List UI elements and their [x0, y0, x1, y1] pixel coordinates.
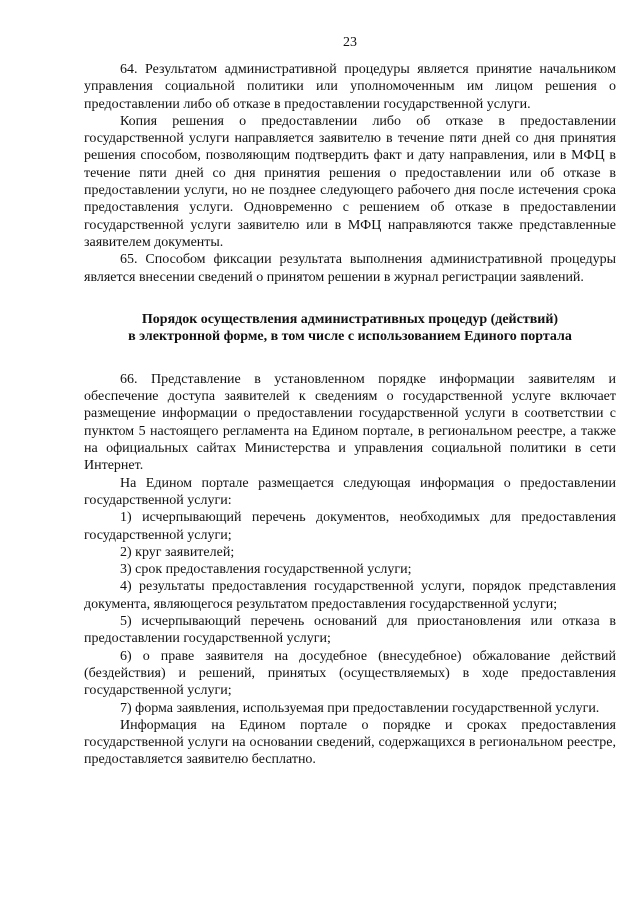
list-item-2: 2) круг заявителей;	[120, 544, 235, 560]
list-item-4: 4) результаты предоставления государственной услуги, порядок представления документа, являющегося результатом предоставления государственной услуги;	[84, 579, 616, 612]
document-page	[84, 34, 616, 769]
paragraph-copy-of-decision: Копия решения о предоставлении либо об отказе в предоставлении государственной услуги направляется заявителю в течение пяти дней со дня принятия решения способом, позволяющим подтвердить факт и дату направления, или в МФЦ в течение пяти дней со дня принятия решения о предоставлении или об отказе в предоставлении услуги, но не позднее следующего рабочего дня после истечения срока предоставления услуги. Одновременно с решением об отказе в предоставлении государственной услуги заявителю или в МФЦ направляются также представленные заявителем документы.	[84, 113, 616, 250]
list-item-5: 5) исчерпывающий перечень оснований для приостановления или отказа в предоставлении государственной услуги;	[84, 614, 616, 647]
paragraph-65: 65. Способом фиксации результата выполнения административной процедуры является внесении сведений о принятом решении в журнал регистрации заявлений.	[84, 252, 616, 285]
section-result-of-procedure	[84, 61, 616, 286]
list-item-3: 3) срок предоставления государственной услуги;	[120, 562, 412, 578]
list-item-7: 7) форма заявления, используемая при предоставлении государственной услуги.	[120, 700, 600, 716]
page-number: 23	[343, 35, 357, 50]
paragraph-66: 66. Представление в установленном порядке информации заявителям и обеспечение доступа заявителей к сведениям о государственной услуге включает размещение информации о предоставлении государственной услуги в соответствии с пунктом 5 настоящего регламента на Едином портале, в региональном реестре, а также на официальных сайтах Министерства и управления социальной политики в сети Интернет.	[84, 371, 616, 474]
list-item-6: 6) о праве заявителя на досудебное (внесудебное) обжалование действий (бездействия) и решений, принятых (осуществляемых) в ходе предоставления государственной услуги;	[84, 648, 616, 699]
section-heading	[84, 311, 616, 346]
paragraph-64: 64. Результатом административной процедуры является принятие начальником управления социальной политики или уполномоченным им лицом решения о предоставлении либо об отказе в предоставлении государственной услуги.	[84, 62, 616, 112]
section-heading-line-1: Порядок осуществления административных процедур (действий)	[141, 311, 559, 327]
list-item-1: 1) исчерпывающий перечень документов, необходимых для предоставления государственной услуги;	[84, 510, 616, 543]
paragraph-free-of-charge: Информация на Едином портале о порядке и сроках предоставления государственной услуги на основании сведений, содержащихся в региональном реестре, предоставляется заявителю бесплатно.	[84, 717, 616, 768]
section-electronic-procedures	[84, 371, 616, 769]
paragraph-portal-info-intro: На Едином портале размещается следующая информация о предоставлении государственной услуги:	[84, 475, 616, 508]
section-heading-line-2: в электронной форме, в том числе с использованием Единого портала	[128, 329, 572, 345]
